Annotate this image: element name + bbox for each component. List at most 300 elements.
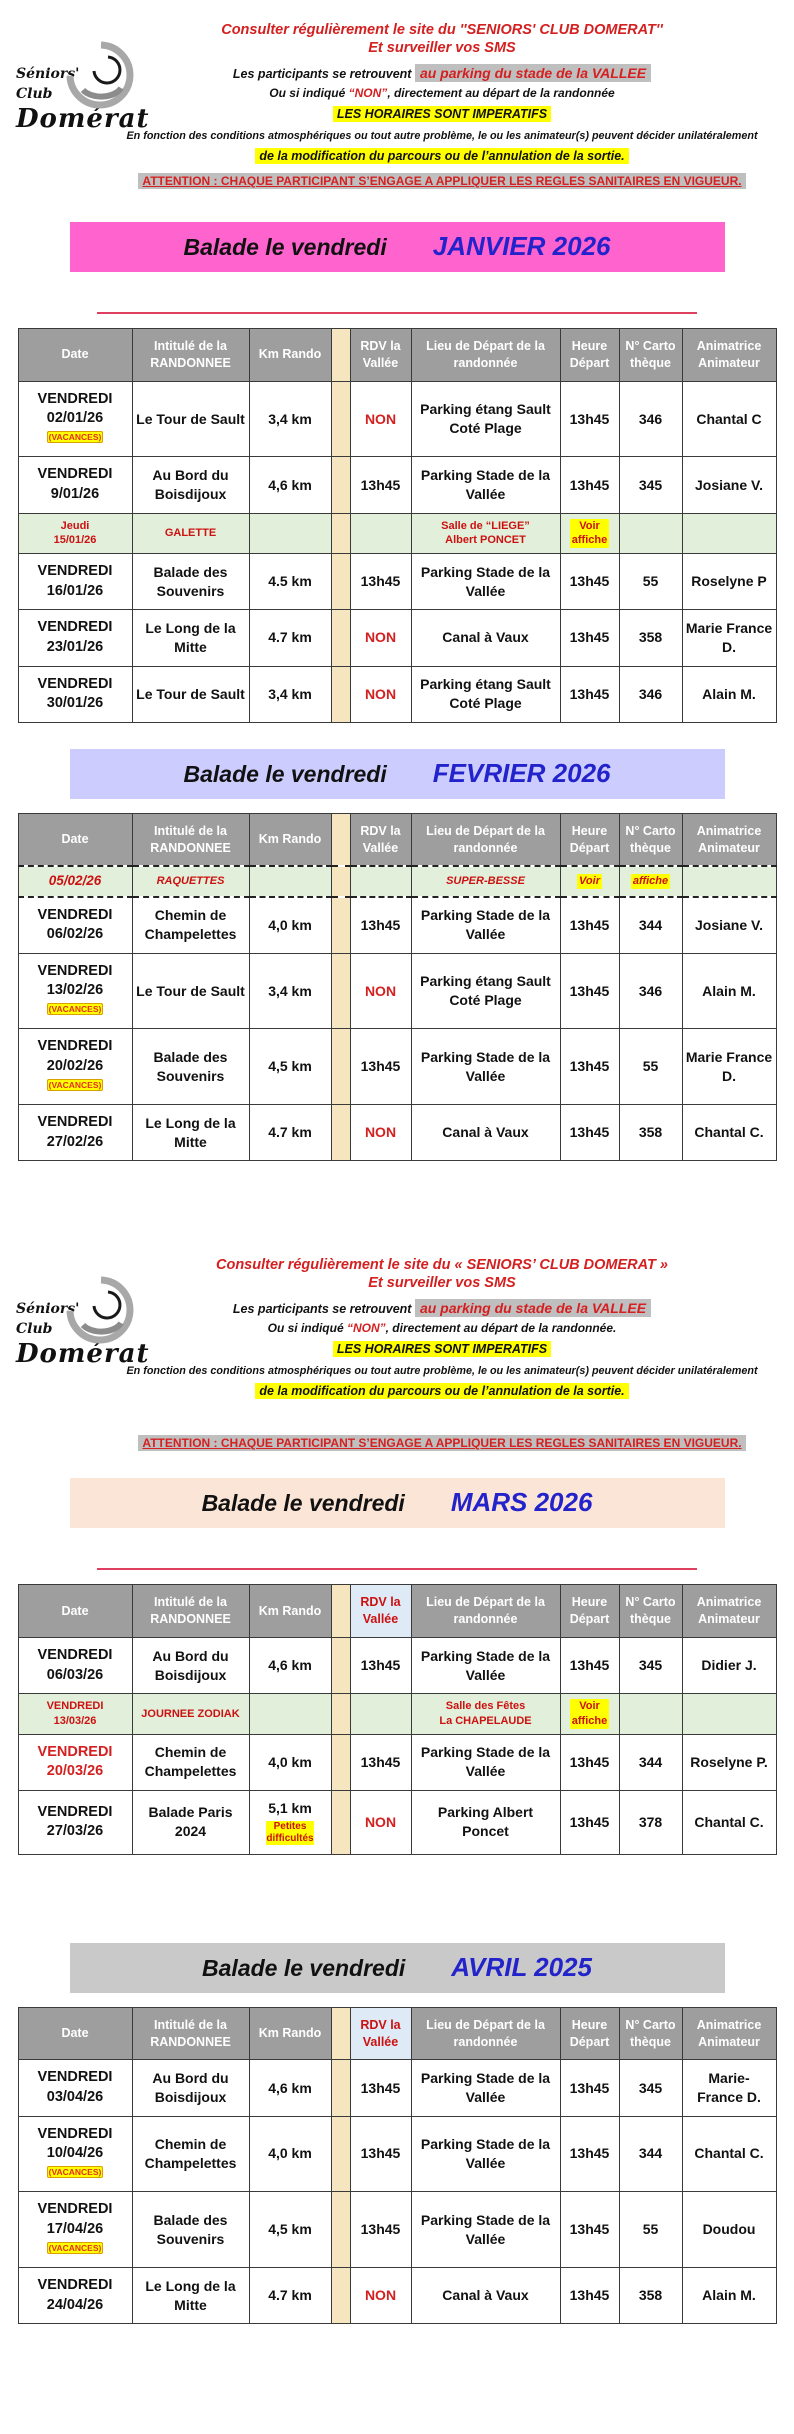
month-banner: [70, 222, 725, 272]
cell-km: 4,0 km: [249, 1734, 331, 1790]
cell-heure: 13h45: [560, 2192, 619, 2268]
cell-intitule: Balade des Souvenirs: [132, 554, 249, 610]
cell-intitule: Chemin de Champelettes: [132, 897, 249, 954]
voir-affiche-highlight: Voir affiche: [571, 519, 608, 547]
col-header-spacer: [331, 2007, 350, 2060]
cell-rdv: 13h45: [350, 1637, 411, 1693]
table-row: [18, 2192, 776, 2268]
cell-km: 4,6 km: [249, 2060, 331, 2116]
cell-lieu: Parking Stade de la Vallée: [411, 2192, 560, 2268]
month-banner: [70, 1943, 725, 1993]
horaires-line: LES HORAIRES SONT IMPERATIFS: [108, 105, 776, 123]
table-row: [18, 554, 776, 610]
cell-carto: 345: [619, 1637, 682, 1693]
cell-spacer: [331, 610, 350, 666]
cell-carto: 55: [619, 554, 682, 610]
cell-date: VENDREDI 13/03/26: [18, 1694, 132, 1735]
modification-line: de la modification du parcours ou de l’annulation de la sortie.: [108, 147, 776, 165]
cell-heure: 13h45: [560, 666, 619, 722]
cell-animateur: Marie France D.: [682, 610, 776, 666]
banner-month: MARS 2026: [450, 1487, 593, 1518]
conditions-line: En fonction des conditions atmosphériques ou tout autre problème, le ou les animateur(s) peuvent décider unilatéralement: [126, 1365, 758, 1378]
cell-heure: [560, 513, 619, 554]
cell-intitule: Le Long de la Mitte: [132, 2267, 249, 2323]
cell-km: 4,0 km: [249, 2116, 331, 2192]
col-header-heure: Heure Départ: [560, 2007, 619, 2060]
table-row: [18, 953, 776, 1029]
meeting-point-highlight: au parking du stade de la VALLEE: [415, 1299, 651, 1317]
cell-km: 4.5 km: [249, 554, 331, 610]
cell-rdv: [350, 513, 411, 554]
col-header-rdv: RDV la Vallée: [350, 2007, 411, 2060]
cell-animateur: Roselyne P: [682, 554, 776, 610]
cell-spacer: [331, 666, 350, 722]
vacances-badge: (VACANCES): [48, 2167, 102, 2178]
cell-intitule: Au Bord du Boisdijoux: [132, 1637, 249, 1693]
cell-date: VENDREDI 9/01/26: [18, 457, 132, 513]
cell-date: Jeudi 15/01/26: [18, 513, 132, 554]
cell-lieu: Parking Stade de la Vallée: [411, 1734, 560, 1790]
banner-month: FEVRIER 2026: [432, 757, 611, 788]
cell-spacer: [331, 1790, 350, 1854]
cell-rdv: [350, 1694, 411, 1735]
cell-rdv: NON: [350, 381, 411, 457]
col-header-intitule: Intitulé de la RANDONNEE: [132, 813, 249, 866]
sms-reminder-line: Et surveiller vos SMS: [368, 40, 516, 56]
logo-text-seniors: Séniors': [16, 66, 80, 82]
cell-date: VENDREDI 16/01/26: [18, 554, 132, 610]
cell-date: VENDREDI 17/04/26 (VACANCES): [18, 2192, 132, 2268]
cell-carto: 346: [619, 381, 682, 457]
cell-date: VENDREDI 02/01/26 (VACANCES): [18, 381, 132, 457]
month-banner: [70, 749, 725, 799]
cell-carto: 344: [619, 1734, 682, 1790]
cell-rdv: 13h45: [350, 2060, 411, 2116]
col-header-date: Date: [18, 329, 132, 382]
cell-animateur: [682, 1694, 776, 1735]
cell-carto: 344: [619, 2116, 682, 2192]
cell-km: [249, 866, 331, 896]
cell-rdv: NON: [350, 953, 411, 1029]
cell-intitule: Balade des Souvenirs: [132, 1029, 249, 1105]
month-section: [0, 1943, 794, 2324]
rando-table: [18, 1584, 777, 1854]
cell-intitule: Le Tour de Sault: [132, 953, 249, 1029]
cell-intitule: Chemin de Champelettes: [132, 1734, 249, 1790]
cell-heure: [560, 866, 619, 896]
cell-spacer: [331, 1694, 350, 1735]
cell-animateur: Alain M.: [682, 953, 776, 1029]
cell-animateur: Roselyne P.: [682, 1734, 776, 1790]
col-header-animateur: Animatrice Animateur: [682, 1585, 776, 1638]
months-january-february: [0, 222, 794, 1161]
col-header-carto: N° Carto thèque: [619, 329, 682, 382]
rando-table: [18, 2007, 777, 2324]
col-header-carto: N° Carto thèque: [619, 813, 682, 866]
cell-date: VENDREDI 20/02/26 (VACANCES): [18, 1029, 132, 1105]
non-prefix: Ou si indiqué: [267, 1321, 347, 1336]
affiche-highlight: affiche: [632, 875, 669, 888]
month-section: [0, 749, 794, 1162]
cell-spacer: [331, 1105, 350, 1161]
cell-date: VENDREDI 24/04/26: [18, 2267, 132, 2323]
cell-heure: 13h45: [560, 2116, 619, 2192]
col-header-spacer: [331, 813, 350, 866]
cell-heure: 13h45: [560, 554, 619, 610]
col-header-km: Km Rando: [249, 329, 331, 382]
cell-km: 4,5 km: [249, 1029, 331, 1105]
cell-km: 4.7 km: [249, 610, 331, 666]
cell-km: 5,1 km Petites difficultés: [249, 1790, 331, 1854]
cell-heure: 13h45: [560, 2060, 619, 2116]
cell-rdv: NON: [350, 2267, 411, 2323]
non-word: “NON”: [346, 1321, 386, 1336]
col-header-carto: N° Carto thèque: [619, 1585, 682, 1638]
table-header-row: [18, 1585, 776, 1638]
cell-intitule: Balade Paris 2024: [132, 1790, 249, 1854]
non-suffix: , directement au départ de la randonnée.: [385, 1321, 617, 1336]
notice-block-1: [0, 18, 794, 196]
cell-heure: 13h45: [560, 1790, 619, 1854]
cell-animateur: Didier J.: [682, 1637, 776, 1693]
col-header-date: Date: [18, 813, 132, 866]
table-row: [18, 1637, 776, 1693]
cell-date: VENDREDI 03/04/26: [18, 2060, 132, 2116]
cell-km: 3,4 km: [249, 381, 331, 457]
table-row: [18, 381, 776, 457]
cell-intitule: Le Tour de Sault: [132, 381, 249, 457]
banner-label: Balade le vendredi: [183, 760, 387, 787]
cell-lieu: Parking étang Sault Coté Plage: [411, 666, 560, 722]
col-header-lieu: Lieu de Départ de la randonnée: [411, 1585, 560, 1638]
logo-text-club: Club: [16, 1321, 53, 1338]
cell-heure: 13h45: [560, 1734, 619, 1790]
banner-month: AVRIL 2025: [451, 1951, 592, 1982]
cell-heure: [560, 1694, 619, 1735]
non-suffix: , directement au départ de la randonnée: [387, 86, 615, 100]
club-logo: [16, 40, 166, 158]
table-row: [18, 457, 776, 513]
cell-carto: 346: [619, 953, 682, 1029]
table-row: [18, 513, 776, 554]
cell-lieu: Salle des Fêtes La CHAPELAUDE: [411, 1694, 560, 1735]
cell-animateur: Marie France D.: [682, 1029, 776, 1105]
red-rule-divider: [97, 1568, 697, 1570]
logo-text-club: Club: [16, 86, 53, 102]
cell-rdv: NON: [350, 1790, 411, 1854]
cell-spacer: [331, 866, 350, 896]
meeting-point-line: [108, 65, 776, 81]
cell-lieu: Parking étang Sault Coté Plage: [411, 953, 560, 1029]
meeting-point-prefix: Les participants se retrouvent: [232, 1302, 415, 1317]
sms-reminder-line: Et surveiller vos SMS: [368, 1275, 516, 1292]
cell-carto: 358: [619, 610, 682, 666]
table-row: [18, 666, 776, 722]
cell-spacer: [331, 897, 350, 954]
cell-km: 4,6 km: [249, 457, 331, 513]
cell-km: 4.7 km: [249, 1105, 331, 1161]
bottom-whitespace: [0, 2324, 794, 2434]
cell-heure: 13h45: [560, 953, 619, 1029]
logo-swoosh-icon: [64, 1275, 138, 1351]
col-header-rdv: RDV la Vallée: [350, 329, 411, 382]
site-reminder-line: Consulter régulièrement le site du « SENIORS’ CLUB DOMERAT »: [216, 1257, 668, 1274]
cell-animateur: Josiane V.: [682, 897, 776, 954]
cell-rdv: 13h45: [350, 1734, 411, 1790]
table-header-row: [18, 813, 776, 866]
cell-rdv: 13h45: [350, 1029, 411, 1105]
cell-spacer: [331, 457, 350, 513]
cell-rdv: 13h45: [350, 2116, 411, 2192]
cell-animateur: Chantal C: [682, 381, 776, 457]
cell-date: VENDREDI 06/02/26: [18, 897, 132, 954]
cell-animateur: Doudou: [682, 2192, 776, 2268]
non-instruction-line: [108, 86, 776, 100]
col-header-animateur: Animatrice Animateur: [682, 813, 776, 866]
col-header-animateur: Animatrice Animateur: [682, 329, 776, 382]
col-header-date: Date: [18, 2007, 132, 2060]
cell-km: [249, 1694, 331, 1735]
cell-date: VENDREDI 20/03/26: [18, 1734, 132, 1790]
cell-lieu: Parking Albert Poncet: [411, 1790, 560, 1854]
col-header-rdv: RDV la Vallée: [350, 813, 411, 866]
cell-animateur: Chantal C.: [682, 1105, 776, 1161]
cell-carto: [619, 866, 682, 896]
banner-label: Balade le vendredi: [202, 1954, 406, 1981]
col-header-lieu: Lieu de Départ de la randonnée: [411, 2007, 560, 2060]
cell-animateur: Josiane V.: [682, 457, 776, 513]
cell-heure: 13h45: [560, 1105, 619, 1161]
col-header-carto: N° Carto thèque: [619, 2007, 682, 2060]
attention-line: ATTENTION : CHAQUE PARTICIPANT S’ENGAGE A APPLIQUER LES REGLES SANITAIRES EN VIGUEUR.: [108, 172, 776, 190]
col-header-km: Km Rando: [249, 1585, 331, 1638]
table-row: [18, 1694, 776, 1735]
meeting-point-line: [108, 1300, 776, 1316]
cell-animateur: Alain M.: [682, 2267, 776, 2323]
cell-lieu: Parking Stade de la Vallée: [411, 457, 560, 513]
cell-heure: 13h45: [560, 381, 619, 457]
cell-spacer: [331, 953, 350, 1029]
site-reminder-line: Consulter régulièrement le site du ''SENIORS' CLUB DOMERAT'': [221, 22, 663, 38]
non-word: “NON”: [348, 86, 388, 100]
cell-heure: 13h45: [560, 897, 619, 954]
cell-intitule: Le Tour de Sault: [132, 666, 249, 722]
cell-km: 3,4 km: [249, 953, 331, 1029]
cell-lieu: Parking Stade de la Vallée: [411, 897, 560, 954]
cell-animateur: Alain M.: [682, 666, 776, 722]
rando-table: [18, 328, 777, 723]
cell-spacer: [331, 1734, 350, 1790]
cell-rdv: 13h45: [350, 897, 411, 954]
cell-spacer: [331, 2060, 350, 2116]
cell-intitule: Le Long de la Mitte: [132, 1105, 249, 1161]
conditions-line: En fonction des conditions atmosphériques ou tout autre problème, le ou les animateur(s) peuvent décider unilatéralement: [126, 130, 758, 142]
table-row: [18, 1029, 776, 1105]
cell-animateur: [682, 866, 776, 896]
cell-carto: [619, 1694, 682, 1735]
col-header-km: Km Rando: [249, 813, 331, 866]
cell-rdv: NON: [350, 666, 411, 722]
cell-date: 05/02/26: [18, 866, 132, 896]
cell-km: 4,5 km: [249, 2192, 331, 2268]
vacances-badge: (VACANCES): [48, 432, 102, 443]
cell-spacer: [331, 2192, 350, 2268]
cell-km: 3,4 km: [249, 666, 331, 722]
cell-rdv: NON: [350, 610, 411, 666]
non-instruction-line: [108, 1321, 776, 1335]
cell-lieu: Canal à Vaux: [411, 610, 560, 666]
cell-km: [249, 513, 331, 554]
col-header-intitule: Intitulé de la RANDONNEE: [132, 1585, 249, 1638]
rando-table: [18, 813, 777, 1162]
col-header-animateur: Animatrice Animateur: [682, 2007, 776, 2060]
cell-heure: 13h45: [560, 1029, 619, 1105]
cell-carto: 345: [619, 2060, 682, 2116]
cell-date: VENDREDI 27/03/26: [18, 1790, 132, 1854]
cell-intitule: RAQUETTES: [132, 866, 249, 896]
cell-carto: 55: [619, 2192, 682, 2268]
cell-animateur: Chantal C.: [682, 2116, 776, 2192]
voir-affiche-highlight: Voir: [579, 875, 600, 888]
club-logo: [16, 1275, 166, 1393]
cell-lieu: SUPER-BESSE: [411, 866, 560, 896]
vacances-badge: (VACANCES): [48, 1004, 102, 1015]
cell-intitule: Au Bord du Boisdijoux: [132, 457, 249, 513]
red-rule-divider: [97, 312, 697, 314]
cell-date: VENDREDI 13/02/26 (VACANCES): [18, 953, 132, 1029]
banner-month: JANVIER 2026: [432, 231, 611, 261]
cell-date: VENDREDI 06/03/26: [18, 1637, 132, 1693]
cell-intitule: Balade des Souvenirs: [132, 2192, 249, 2268]
col-header-lieu: Lieu de Départ de la randonnée: [411, 329, 560, 382]
cell-carto: 344: [619, 897, 682, 954]
cell-spacer: [331, 1637, 350, 1693]
cell-spacer: [331, 381, 350, 457]
cell-km: 4,0 km: [249, 897, 331, 954]
cell-lieu: Parking Stade de la Vallée: [411, 2060, 560, 2116]
cell-rdv: 13h45: [350, 2192, 411, 2268]
cell-spacer: [331, 1029, 350, 1105]
cell-carto: 346: [619, 666, 682, 722]
table-header-row: [18, 2007, 776, 2060]
cell-lieu: Canal à Vaux: [411, 2267, 560, 2323]
cell-intitule: Le Long de la Mitte: [132, 610, 249, 666]
logo-text-domerat: Domérat: [16, 1339, 150, 1370]
col-header-rdv: RDV la Vallée: [350, 1585, 411, 1638]
cell-lieu: Canal à Vaux: [411, 1105, 560, 1161]
table-row: [18, 866, 776, 896]
vacances-badge: (VACANCES): [48, 2242, 102, 2253]
cell-lieu: Parking Stade de la Vallée: [411, 2116, 560, 2192]
cell-date: VENDREDI 27/02/26: [18, 1105, 132, 1161]
cell-date: VENDREDI 23/01/26: [18, 610, 132, 666]
cell-carto: 55: [619, 1029, 682, 1105]
cell-lieu: Parking Stade de la Vallée: [411, 554, 560, 610]
table-row: [18, 2116, 776, 2192]
cell-spacer: [331, 554, 350, 610]
cell-lieu: Parking Stade de la Vallée: [411, 1029, 560, 1105]
cell-carto: [619, 513, 682, 554]
cell-intitule: JOURNEE ZODIAK: [132, 1694, 249, 1735]
logo-swoosh-icon: [64, 40, 138, 116]
cell-lieu: Salle de “LIEGE” Albert PONCET: [411, 513, 560, 554]
cell-heure: 13h45: [560, 1637, 619, 1693]
cell-km: 4,6 km: [249, 1637, 331, 1693]
cell-animateur: Chantal C.: [682, 1790, 776, 1854]
cell-animateur: Marie-France D.: [682, 2060, 776, 2116]
cell-spacer: [331, 513, 350, 554]
voir-affiche-highlight: Voir affiche: [571, 1700, 608, 1727]
vacances-badge: (VACANCES): [48, 1079, 102, 1090]
col-header-heure: Heure Départ: [560, 329, 619, 382]
cell-spacer: [331, 2116, 350, 2192]
horaires-line: LES HORAIRES SONT IMPERATIFS: [108, 1340, 776, 1358]
notice-block-2: [0, 1253, 794, 1452]
col-header-intitule: Intitulé de la RANDONNEE: [132, 329, 249, 382]
cell-rdv: 13h45: [350, 457, 411, 513]
cell-heure: 13h45: [560, 2267, 619, 2323]
col-header-heure: Heure Départ: [560, 1585, 619, 1638]
cell-rdv: [350, 866, 411, 896]
cell-animateur: [682, 513, 776, 554]
col-header-heure: Heure Départ: [560, 813, 619, 866]
cell-date: VENDREDI 30/01/26: [18, 666, 132, 722]
meeting-point-highlight: au parking du stade de la VALLEE: [415, 64, 651, 82]
table-row: [18, 2267, 776, 2323]
col-header-spacer: [331, 1585, 350, 1638]
cell-rdv: NON: [350, 1105, 411, 1161]
month-banner: [70, 1478, 725, 1528]
cell-lieu: Parking Stade de la Vallée: [411, 1637, 560, 1693]
cell-lieu: Parking étang Sault Coté Plage: [411, 381, 560, 457]
non-prefix: Ou si indiqué: [269, 86, 349, 100]
cell-spacer: [331, 2267, 350, 2323]
table-header-row: [18, 329, 776, 382]
col-header-km: Km Rando: [249, 2007, 331, 2060]
cell-km: 4.7 km: [249, 2267, 331, 2323]
attention-line: ATTENTION : CHAQUE PARTICIPANT S’ENGAGE A APPLIQUER LES REGLES SANITAIRES EN VIGUEUR.: [108, 1434, 776, 1452]
col-header-spacer: [331, 329, 350, 382]
table-row: [18, 897, 776, 954]
table-row: [18, 610, 776, 666]
km-difficulty-note: Petites difficultés: [266, 1820, 314, 1844]
logo-text-seniors: Séniors': [16, 1301, 80, 1318]
meeting-point-prefix: Les participants se retrouvent: [232, 67, 415, 81]
table-row: [18, 2060, 776, 2116]
col-header-intitule: Intitulé de la RANDONNEE: [132, 2007, 249, 2060]
col-header-lieu: Lieu de Départ de la randonnée: [411, 813, 560, 866]
table-row: [18, 1790, 776, 1854]
cell-intitule: GALETTE: [132, 513, 249, 554]
month-section: [0, 1478, 794, 1854]
month-section: [0, 222, 794, 723]
banner-label: Balade le vendredi: [201, 1490, 405, 1517]
cell-heure: 13h45: [560, 610, 619, 666]
cell-intitule: Au Bord du Boisdijoux: [132, 2060, 249, 2116]
table-row: [18, 1734, 776, 1790]
cell-carto: 358: [619, 2267, 682, 2323]
cell-date: VENDREDI 10/04/26 (VACANCES): [18, 2116, 132, 2192]
cell-carto: 358: [619, 1105, 682, 1161]
cell-intitule: Chemin de Champelettes: [132, 2116, 249, 2192]
months-march-april: [0, 1478, 794, 2324]
cell-carto: 345: [619, 457, 682, 513]
banner-label: Balade le vendredi: [183, 234, 387, 260]
table-row: [18, 1105, 776, 1161]
cell-heure: 13h45: [560, 457, 619, 513]
modification-line: de la modification du parcours ou de l’annulation de la sortie.: [108, 1382, 776, 1400]
cell-carto: 378: [619, 1790, 682, 1854]
